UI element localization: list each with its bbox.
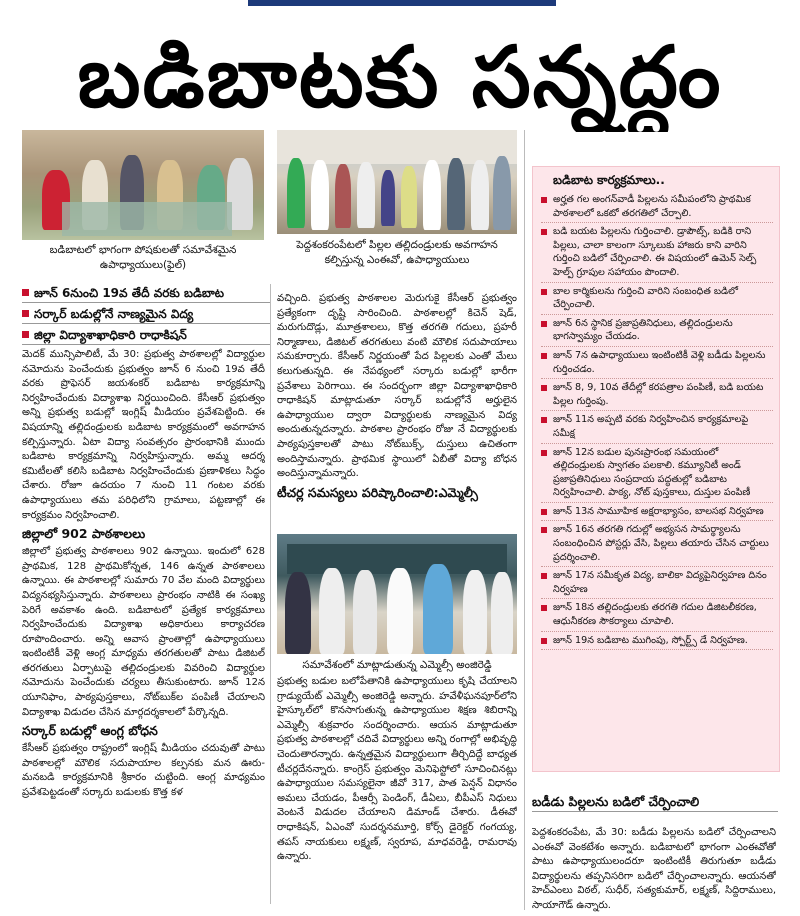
col1-subhead-schools: జిల్లాలో 902 పాఠశాలలు (22, 526, 146, 542)
panel-item: బాల కార్మికులను గుర్తించి వారిని సంబంధిత బడిలో చేర్పించాలి. (541, 283, 773, 315)
column-3 (277, 675, 517, 911)
panel-item: జూన్ 19న బడిబాట ముగింపు, స్పోర్ట్స్ డే నిర్వహణ. (541, 632, 773, 651)
panel-list (533, 191, 779, 650)
panel-item: అర్హత గల అంగన్‌వాడీ పిల్లలను సమీపంలోని ప్రాథమిక పాఠశాలలో ఒకటో తరగతిలో చేర్పాలి. (541, 191, 773, 223)
column-2 (277, 292, 517, 530)
bullet-dates: జూన్ 6నుంచి 19వ తేదీ వరకు బడిబాట (22, 284, 270, 303)
bullet-quality: సర్కార్ బడుల్లోనే నాణ్యమైన విద్య (22, 305, 270, 324)
column-divider-2 (524, 130, 525, 910)
bullet-deo: జిల్లా విద్యాశాఖాధికారి రాధాకిషన్ (22, 326, 270, 345)
photo-parents-meeting (22, 130, 264, 240)
panel-item: జూన్ 11న అప్పటి వరకు నిర్వహించిన కార్యక్రమాలపై సమీక్ష (541, 411, 773, 443)
col1-body: మెదక్ మున్సిపాలిటీ, మే 30: ప్రభుత్వ పాఠశాలల్లో విద్యార్థుల నమోదును పెంచేందుకు ప్రభుత్వం జూన్ 6 నుంచి 19వ తేదీ వరకు ప్రొఫెసర్ జయశంకర్ బడిబాట కార్యక్రమాన్ని నిర్వహించేందుకు విద్యాశాఖ నిర్ణయించింది. కేసీఆర్ ప్రభుత్వం అన్ని ప్రభుత్వ బడుల్లో ఇంగ్లిష్ మీడియం ప్రవేశపెట్టింది. ఈ విషయాన్ని తల్లిదండ్రులకు బడిబాట కార్యక్రమంలో అవగాహన కల్పిస్తున్నారు. ఏటా విద్యా సంవత్సరం ప్రారంభానికి ముందు బడిబాట కార్యక్రమాన్ని నిర్వహిస్తున్నారు. అమ్మ ఆదర్శ కమిటీలతో కలిసి బడిబాట నిర్వహించేందుకు ప్రణాళికలు సిద్ధం చేశారు. రోజూ ఉదయం 7 నుంచి 11 గంటల వరకు ఉపాధ్యాయులు తమ పరిధిలోని గ్రామాలు, పట్టణాల్లో ఈ కార్యక్రమం నిర్వహించాలి. (22, 349, 265, 521)
col4-body: పెద్దశంకరంపేట, మే 30: బడీడు పిల్లలను బడిలో చేర్పించాలని ఎంఈవో వెంకటేశం అన్నారు. బడిబాటలో భాగంగా ఎంఈవోతో పాటు ఉపాధ్యాయులందరూ ఇంటింటికీ తిరుగుతూ బడీడు విద్యార్థులను తప్పనిసరిగా బడిలో చేర్పించాలన్నారు. ఆయనతో హెచ్‌ఎంలు విఠల్, సుధీర్, సత్యకుమార్, లక్ష్మణ్, సిద్దిరాములు, సాయాగౌడ్ ఉన్నారు. (532, 827, 776, 911)
column-divider (270, 284, 271, 904)
photo-awareness-rally (277, 130, 517, 234)
panel-item: జూన్ 8, 9, 10వ తేదీల్లో కరపత్రాల పంపిణీ, బడి బయట పిల్లల గుర్తింపు. (541, 379, 773, 411)
badibata-programs-panel (532, 166, 780, 772)
panel-item: జూన్ 18న తల్లిదండ్రులకు తరగతి గదుల డిజిటలీకరణ, ఆధునీకరణ సౌకర్యాలు చూపాలి. (541, 599, 773, 631)
top-accent-bar (248, 0, 556, 6)
panel-item: బడి బయట పిల్లలను గుర్తించాలి. డ్రాపౌట్స్, బడికి రాని పిల్లలు, చాలా కాలంగా స్కూలుకు హాజరు కాని వారిని గుర్తించి బడిలో చేర్పించాలి. ఈ విషయంలో ఉమెన్ సెల్ప్ హెల్ప్ గ్రూపుల సహాయం పొందాలి. (541, 223, 773, 282)
col1-body-2: జిల్లాలో ప్రభుత్వ పాఠశాలలు 902 ఉన్నాయి. ఇందులో 628 ప్రాథమిక, 128 ప్రాథమికోన్నత, 146 ఉన్నత పాఠశాలలు ఉన్నాయి. ఈ పాఠశాలల్లో సుమారు 70 వేల మంది విద్యార్థులు విద్యనభ్యసిస్తున్నారు. పాఠశాలలు ప్రారంభం నాటికి ఈ సంఖ్య పెరిగే అవకాశం ఉంది. బడిబాటలో ప్రత్యేక కార్యక్రమాలు నిర్వహించేందుకు విద్యాశాఖ అధికారులు కార్యాచరణ రూపొందించారు. అన్ని ఆవాస ప్రాంతాల్లో ఉపాధ్యాయులు ఇంటింటికీ వెళ్లి ఆంగ్ల మాధ్యమ తరగతులతో పాటు డిజిటల్ తరగతులు ఏర్పాటుపై తల్లిదండ్రులకు వివరించి విద్యార్థుల నమోదును పెంచేందుకు చర్యలు తీసుకుంటారు. జూన్ 12న యూనిఫాం, పాఠ్యపుస్తకాలు, నోట్‌బుక్‌ల పంపిణీ చేయాలని విద్యాశాఖ విడుదల చేసిన మార్గదర్శకాలలో పేర్కొన్నది. (22, 546, 265, 718)
photo-mlc-speaking (277, 534, 517, 654)
panel-item: జూన్ 6న స్థానిక ప్రజాప్రతినిధులు, తల్లిదండ్రులను భాగస్వామ్యం చేయడం. (541, 315, 773, 347)
panel-item: జూన్ 13న సామూహిక అక్షరాభ్యాసం, బాలసభ నిర్వహణ (541, 503, 773, 522)
page-headline: బడిబాటకు సన్నద్ధం (77, 28, 723, 126)
panel-item: జూన్ 17న సమీకృత విద్య, బాలికా విద్యపైనిర్వహణ దినం నిర్వహణ (541, 567, 773, 599)
col1-body-3: కేసీఆర్ ప్రభుత్వం రాష్ట్రంలో ఇంగ్లిష్ మీడియం చదువుతో పాటు పాఠశాలల్లో మౌలిక సదుపాయాల కల్పనకు మన ఊరు- మనబడి కార్యక్రమానికి శ్రీకారం చుట్టింది. ఆంగ్ల మాధ్యమం ప్రవేశపెట్టడంతో సర్కారు బడులకు కొత్త కళ (22, 743, 265, 799)
photo-caption-3: సమావేశంలో మాట్లాడుతున్న ఎమ్మెల్సీ అంజిరెడ్డి (302, 659, 492, 671)
col1-subhead-english: సర్కార్ బడుల్లో ఆంగ్ల బోధన (22, 723, 158, 739)
col3-body: ప్రభుత్వ బడుల బలోపేతానికి ఉపాధ్యాయులు కృషి చేయాలని గ్రాడ్యుయేట్ ఎమ్మెల్సీ అంజిరెడ్డి అన్నారు. హవేళీఘనపూర్‌లోని హైస్కూల్‌లో కొనసాగుతున్న ఉపాధ్యాయుల శిక్షణ శిబిరాన్ని ఎమ్మెల్సీ శుక్రవారం సందర్శించారు. ఆయన మాట్లాడుతూ ప్రభుత్వ పాఠశాలల్లో చదివే విద్యార్థులు అన్ని రంగాల్లో అభివృద్ధి చెందుతారన్నారు. ఉన్నత్తమైన విద్యార్థులుగా తీర్చిదిద్దే బాధ్యత టీచర్లదేనన్నారు. కాంగ్రెస్ ప్రభుత్వం మెనిఫెస్టోలో సూచించినట్లు ఉపాధ్యాయుల సమస్యలైనా జీవో 317, పాత పెన్షన్ విధానం అమలు చేయడం, పీఆర్సీ పెండింగ్, డీఏలు, బీపీఎస్ నిధులు వెంటనే విడుదల చేయాలని డిమాండ్ చేశారు. డీఈవో రాధాకిషన్, ఏఎంవో సుదర్శనమూర్తి, కోర్స్ డైరెక్టర్ గంగయ్య, తపస్ నాయకులు లక్ష్మణ్, స్వరూప, మాధవరెడ్డి, రామరావు ఉన్నారు. (277, 676, 517, 863)
section-heading-enroll: బడీడు పిల్లలను బడిలో చేర్పించాలి (532, 793, 778, 812)
panel-item: జూన్ 16న తరగతి గదుల్లో అభ్యసన సామర్థ్యాలను సంబంధించిన పోస్టర్లు వేసి, పిల్లలు తయారు చేసిన చార్టులు ప్రదర్శించాలి. (541, 521, 773, 567)
column-1 (22, 348, 265, 908)
panel-item: జూన్ 12న బడుల పునఃప్రారంభ సమయంలో తల్లిదండ్రులకు స్వాగతం పలకాలి. కమ్యూనిటీ అండ్ ప్రజాప్రతినిధులు సంప్రదాయ పద్ధతుల్లో బడిబాట నిర్వహించాలి. పాఠ్య, నోట్ పుస్తకాలు, దుస్తుల పంపిణీ (541, 444, 773, 503)
photo-caption-2: పెద్దశంకరంపేటలో పిల్లల తల్లిదండ్రులకు అవగాహన కల్పిస్తున్న ఎంఈవో, ఉపాధ్యాయులు (296, 239, 498, 266)
col2-body: వచ్చింది. ప్రభుత్వ పాఠశాలల మెరుగుకై కేసీఆర్ ప్రభుత్వం ప్రత్యేకంగా దృష్టి సారించింది. పాఠశాలల్లో కిచెన్ షెడ్, మరుగుదొడ్లు, మూత్రశాలలు, కొత్త తరగతి గదులు, ప్రహరీ నిర్మాణాలు, డిజిటల్ తరగతులు వంటి మౌలిక సదుపాయాలు సమకూర్చారు. కేసీఆర్ నిర్ణయంతో పేద పిల్లలకు ఎంతో మేలు కలుగుతున్నది. ఈ నేపథ్యంలో సర్కారు బడుల్లో భారీగా ప్రవేశాలు పెరిగాయి. ఈ సందర్భంగా జిల్లా విద్యాశాఖాధికారి రాధాకిషన్ మాట్లాడుతూ సర్కార్ బడుల్లోనే అర్హులైన ఉపాధ్యాయుల ద్వారా విద్యార్థులకు నాణ్యమైన విద్య అందుతున్నదన్నారు. పాఠశాల ప్రారంభం రోజు నే విద్యార్థులకు పాఠ్యపుస్తకాలతో పాటు నోట్‌బుక్స్, దుస్తులు ఉచితంగా అందిస్తామన్నారు. ప్రాథమిక స్థాయిలో ఏబీతో విద్యా బోధన అందిస్తున్నామన్నారు. (277, 293, 517, 480)
panel-item: జూన్ 7న ఉపాధ్యాయులు ఇంటింటికీ వెళ్లి బడీడు పిల్లలను గుర్తించడం. (541, 347, 773, 379)
col2-subhead-mlc: టీచర్ల సమస్యలు పరిష్కారించాలి:ఎమ్మెల్సీ (277, 484, 478, 500)
column-4 (532, 826, 776, 914)
photo-caption-1: బడిబాటలో భాగంగా పోషకులతో సమావేశమైన ఉపాధ్యాయులు(ఫైల్) (49, 244, 237, 271)
panel-title: బడిబాట కార్యక్రమాలు.. (553, 173, 665, 187)
